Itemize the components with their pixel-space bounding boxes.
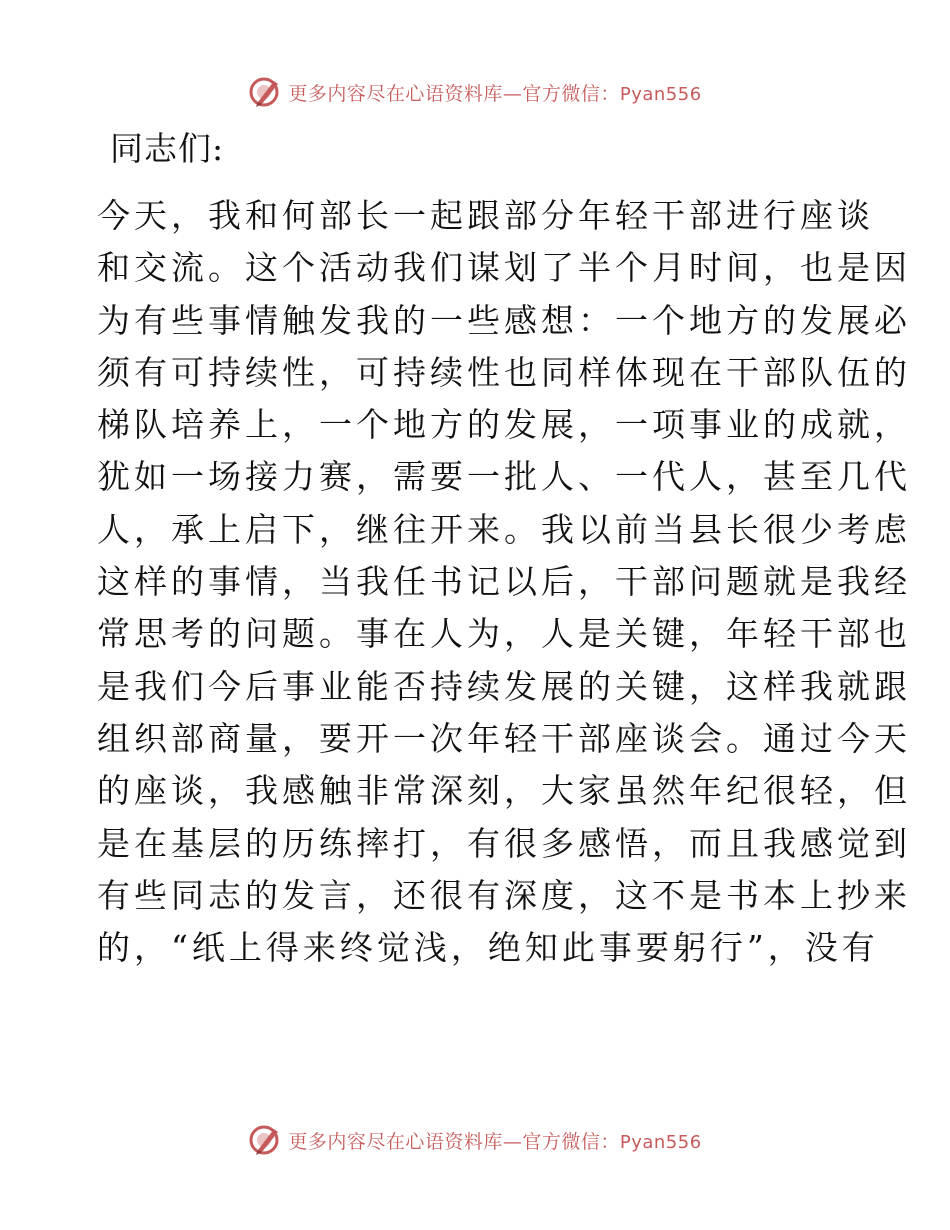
body-line: 的座谈，我感触非常深刻，大家虽然年纪很轻，但 bbox=[97, 771, 911, 811]
body-line: 和交流。这个活动我们谋划了半个月时间，也是因 bbox=[97, 248, 911, 288]
body-line: 是在基层的历练摔打，有很多感悟，而且我感觉到 bbox=[97, 823, 911, 863]
body-line: 是我们今后事业能否持续发展的关键，这样我就跟 bbox=[97, 666, 911, 706]
body-line: 为有些事情触发我的一些感想：一个地方的发展必 bbox=[97, 300, 911, 340]
body-line: 有些同志的发言，还很有深度，这不是书本上抄来 bbox=[97, 875, 911, 915]
wechat-id: Pyan556 bbox=[619, 1131, 702, 1153]
pen-nib-logo-icon bbox=[248, 1123, 282, 1157]
watermark-text: 更多内容尽在心语资料库—官方微信：Pyan556 bbox=[288, 82, 702, 105]
body-line: 常思考的问题。事在人为，人是关键，年轻干部也 bbox=[97, 614, 911, 654]
speech-body bbox=[97, 190, 911, 974]
body-line: 今天，我和何部长一起跟部分年轻干部进行座谈 bbox=[97, 196, 874, 235]
body-line: 的，“纸上得来终觉浅，绝知此事要躬行”，没有 bbox=[97, 928, 879, 968]
pen-nib-logo-icon bbox=[248, 75, 282, 109]
body-line: 这样的事情，当我任书记以后，干部问题就是我经 bbox=[97, 562, 911, 602]
body-line: 梯队培养上，一个地方的发展，一项事业的成就， bbox=[97, 405, 911, 445]
body-line: 须有可持续性，可持续性也同样体现在干部队伍的 bbox=[97, 352, 911, 392]
body-line: 组织部商量，要开一次年轻干部座谈会。通过今天 bbox=[97, 718, 911, 758]
body-line: 人，承上启下，继往开来。我以前当县长很少考虑 bbox=[97, 509, 911, 549]
salutation: 同志们: bbox=[110, 129, 225, 168]
body-line: 犹如一场接力赛，需要一批人、一代人，甚至几代 bbox=[97, 457, 911, 497]
wechat-id: Pyan556 bbox=[619, 83, 702, 105]
header-watermark bbox=[0, 72, 950, 112]
watermark-text: 更多内容尽在心语资料库—官方微信：Pyan556 bbox=[288, 1130, 702, 1153]
footer-watermark bbox=[0, 1120, 950, 1160]
